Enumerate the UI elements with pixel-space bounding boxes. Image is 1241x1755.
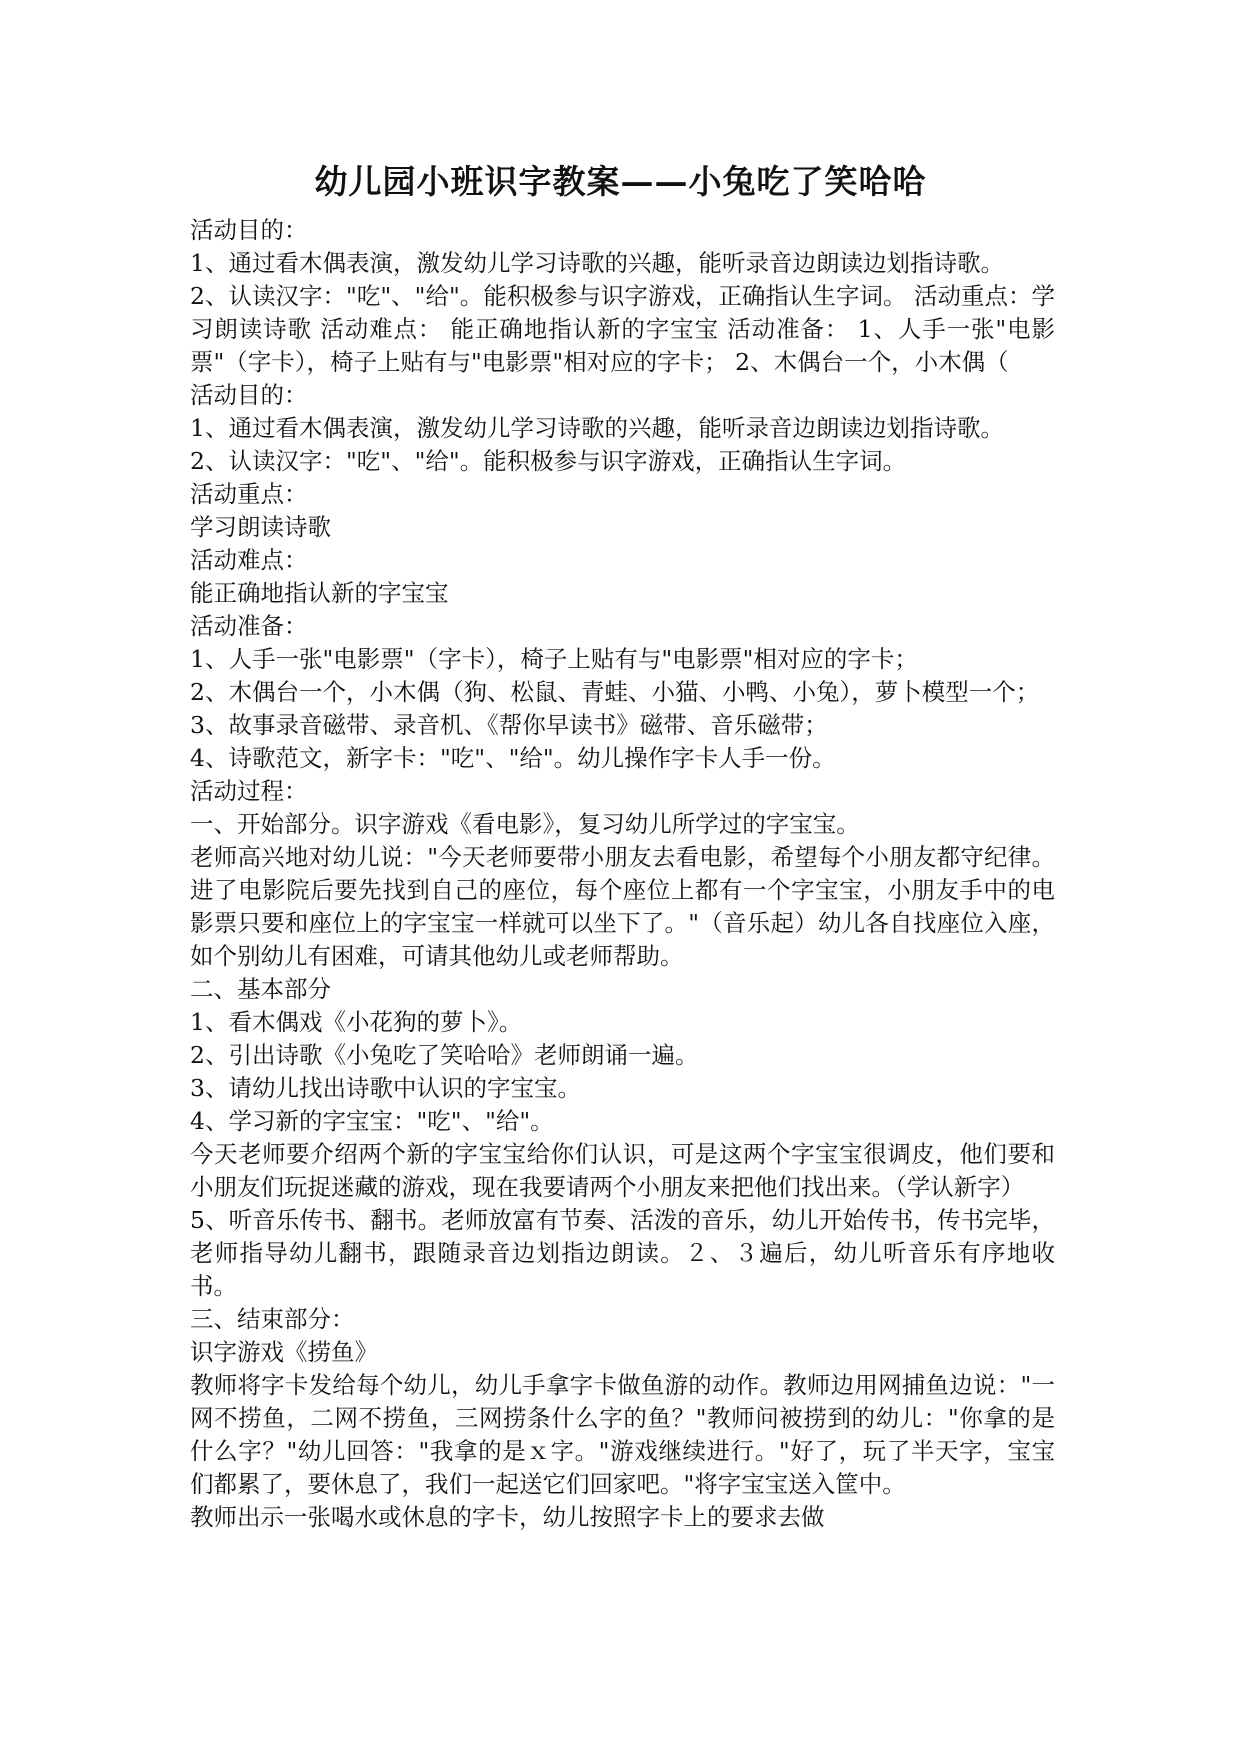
list-item: 1、通过看木偶表演，激发幼儿学习诗歌的兴趣，能听录音边朗读边划指诗歌。 xyxy=(190,414,1004,442)
document-title: 幼儿园小班识字教案——小兔吃了笑哈哈 xyxy=(314,162,927,201)
list-item: 3、故事录音磁带、录音机、《帮你早读书》磁带、音乐磁带； xyxy=(190,711,828,739)
list-item: 5、听音乐传书、翻书。老师放富有节奏、活泼的音乐，幼儿开始传书，传书完毕，老师指导幼儿翻书，跟随录音边划指边朗读。２、３遍后，幼儿听音乐有序地收书。 xyxy=(190,1206,1055,1300)
paragraph: 教师将字卡发给每个幼儿，幼儿手拿字卡做鱼游的动作。教师边用网捕鱼边说："一网不捞鱼，二网不捞鱼，三网捞条什么字的鱼？"教师问被捞到的幼儿："你拿的是什么字？"幼儿回答："我拿的是ｘ字。"游戏继续进行。"好了，玩了半天字，宝宝们都累了，要休息了，我们一起送它们回家吧。"将字宝宝送入筐中。 xyxy=(190,1371,1055,1498)
document-body xyxy=(190,214,1055,1534)
list-item: 4、学习新的字宝宝："吃"、"给"。 xyxy=(190,1107,554,1135)
section-heading: 活动准备： xyxy=(190,612,308,640)
section-heading: 活动重点： xyxy=(190,480,308,508)
paragraph: 识字游戏《捞鱼》 xyxy=(190,1338,378,1366)
section-heading: 二、基本部分 xyxy=(190,975,331,1003)
section-heading: 活动过程： xyxy=(190,777,308,805)
paragraph: 学习朗读诗歌 xyxy=(190,513,331,541)
list-item: 2、认读汉字："吃"、"给"。能积极参与识字游戏，正确指认生字词。 xyxy=(190,447,907,475)
list-item: 1、人手一张"电影票"（字卡），椅子上贴有与"电影票"相对应的字卡； xyxy=(190,645,918,673)
paragraph: 教师出示一张喝水或休息的字卡，幼儿按照字卡上的要求去做 xyxy=(190,1503,825,1531)
list-item: 2、引出诗歌《小兔吃了笑哈哈》老师朗诵一遍。 xyxy=(190,1041,699,1069)
paragraph: 一、开始部分。识字游戏《看电影》，复习幼儿所学过的字宝宝。 xyxy=(190,810,860,838)
section-heading: 三、结束部分： xyxy=(190,1305,355,1333)
paragraph: 今天老师要介绍两个新的字宝宝给你们认识，可是这两个字宝宝很调皮，他们要和小朋友们玩捉迷藏的游戏，现在我要请两个小朋友来把他们找出来。（学认新字） xyxy=(190,1140,1055,1201)
list-item: 3、请幼儿找出诗歌中认识的字宝宝。 xyxy=(190,1074,581,1102)
list-item: 2、认读汉字："吃"、"给"。能积极参与识字游戏，正确指认生字词。 活动重点：学习朗读诗歌 活动难点： 能正确地指认新的字宝宝 活动准备： 1、人手一张"电影票"（字卡），椅子上贴有与"电影票"相对应的字卡； 2、木偶台一个，小木偶（ xyxy=(190,282,1055,376)
section-heading: 活动目的： xyxy=(190,381,308,409)
list-item: 1、看木偶戏《小花狗的萝卜》。 xyxy=(190,1008,523,1036)
paragraph: 老师高兴地对幼儿说："今天老师要带小朋友去看电影，希望每个小朋友都守纪律。进了电影院后要先找到自己的座位，每个座位上都有一个字宝宝，小朋友手中的电影票只要和座位上的字宝宝一样就可以坐下了。"（音乐起）幼儿各自找座位入座，如个别幼儿有困难，可请其他幼儿或老师帮助。 xyxy=(190,843,1055,970)
section-heading: 活动难点： xyxy=(190,546,308,574)
list-item: 2、木偶台一个，小木偶（狗、松鼠、青蛙、小猫、小鸭、小兔），萝卜模型一个； xyxy=(190,678,1040,706)
list-item: 4、诗歌范文，新字卡："吃"、"给"。幼儿操作字卡人手一份。 xyxy=(190,744,836,772)
section-heading: 活动目的： xyxy=(190,216,308,244)
list-item: 1、通过看木偶表演，激发幼儿学习诗歌的兴趣，能听录音边朗读边划指诗歌。 xyxy=(190,249,1004,277)
paragraph: 能正确地指认新的字宝宝 xyxy=(190,579,449,607)
